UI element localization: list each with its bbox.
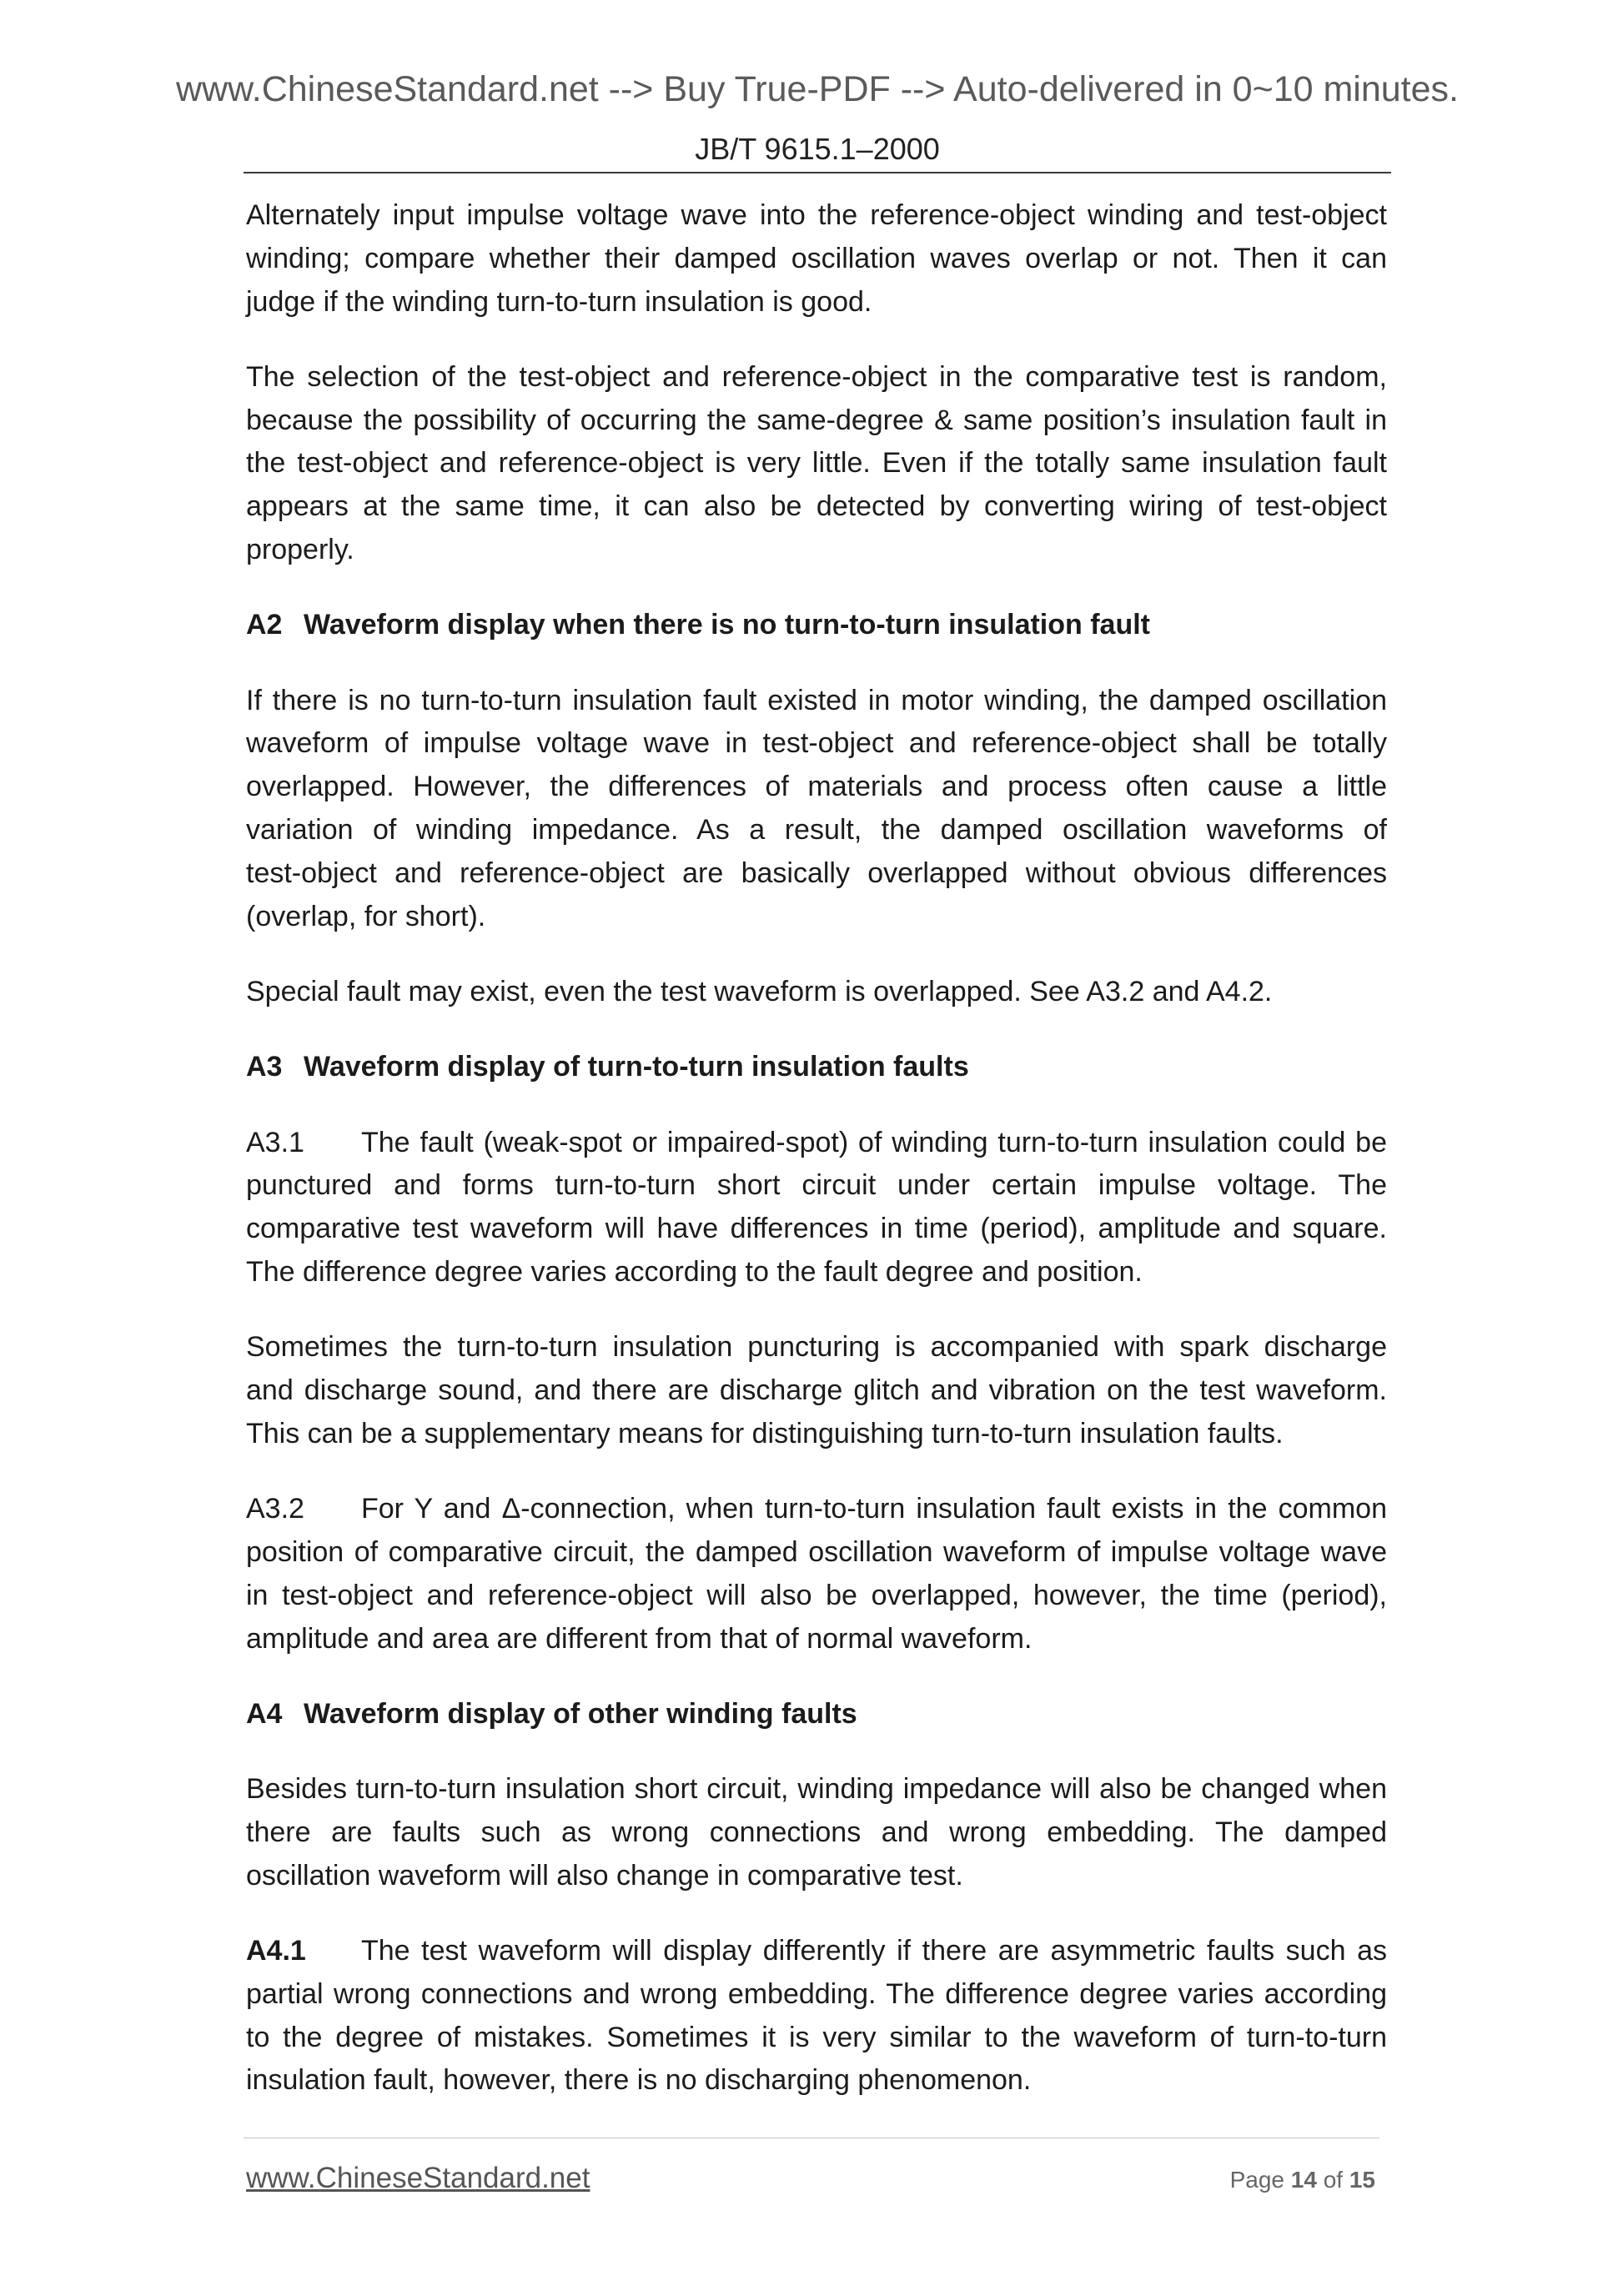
clause-first-line bbox=[246, 1930, 1387, 1973]
paragraph bbox=[246, 1768, 1387, 1897]
text-line: there are faults such as wrong connections and wrong embedding. The damped bbox=[246, 1816, 1387, 1848]
text-line: Sometimes the turn-to-turn insulation puncturing is accompanied with spark discharge bbox=[246, 1331, 1387, 1364]
page-footer bbox=[246, 2160, 1375, 2198]
clause bbox=[246, 1122, 1387, 1294]
current-page-number: 14 bbox=[1290, 2167, 1317, 2193]
text-line: The difference degree varies according to the fault degree and position. bbox=[246, 1255, 1143, 1288]
paragraph bbox=[246, 1326, 1387, 1455]
section-title: Waveform display of turn-to-turn insulation faults bbox=[304, 1051, 969, 1083]
text-line: comparative test waveform will have differences in time (period), amplitude and square. bbox=[246, 1213, 1387, 1245]
text-line: For Y and Δ-connection, when turn-to-turn insulation fault exists in the common bbox=[361, 1493, 1387, 1525]
section-title: Waveform display of other winding faults bbox=[304, 1697, 857, 1730]
text-line: judge if the winding turn-to-turn insulation is good. bbox=[246, 285, 872, 318]
section-number: A3 bbox=[246, 1051, 283, 1083]
text-line: waveform of impulse voltage wave in test-object and reference-object shall be totally bbox=[246, 727, 1387, 760]
page-indicator bbox=[1230, 2162, 1375, 2198]
text-line: The selection of the test-object and reference-object in the comparative test is random, bbox=[246, 360, 1387, 393]
section-number: A2 bbox=[246, 609, 283, 641]
text-line: punctured and forms turn-to-turn short circuit under certain impulse voltage. The bbox=[246, 1169, 1387, 1202]
header-divider bbox=[244, 172, 1391, 173]
text-line: position of comparative circuit, the damped oscillation waveform of impulse voltage wave bbox=[246, 1535, 1387, 1568]
text-line: and discharge sound, and there are discharge glitch and vibration on the test waveform. bbox=[246, 1374, 1387, 1407]
text-line: because the possibility of occurring the same-degree & same position’s insulation fault in bbox=[246, 404, 1387, 436]
text-line: insulation fault, however, there is no discharging phenomenon. bbox=[246, 2064, 1032, 2097]
text-line: The fault (weak-spot or impaired-spot) of winding turn-to-turn insulation could be bbox=[361, 1126, 1387, 1158]
section-heading bbox=[246, 1693, 1387, 1736]
text-line: variation of winding impedance. As a result, the damped oscillation waveforms of bbox=[246, 814, 1387, 847]
text-line: The test waveform will display differently if there are asymmetric faults such as bbox=[361, 1935, 1387, 1967]
text-line: Special fault may exist, even the test waveform is overlapped. See A3.2 and A4.2. bbox=[246, 975, 1273, 1007]
text-line: If there is no turn-to-turn insulation fault existed in motor winding, the damped oscillation bbox=[246, 684, 1387, 716]
text-line: overlapped. However, the differences of materials and process often cause a little bbox=[246, 771, 1387, 803]
text-line: amplitude and area are different from that of normal waveform. bbox=[246, 1622, 1033, 1655]
text-line: This can be a supplementary means for distinguishing turn-to-turn insulation faults. bbox=[246, 1417, 1284, 1449]
total-pages-number: 15 bbox=[1349, 2167, 1375, 2193]
document-body bbox=[246, 194, 1387, 2135]
clause-number: A3.1 bbox=[246, 1126, 304, 1158]
website-link[interactable]: www.ChineseStandard.net bbox=[246, 2162, 590, 2194]
section-heading bbox=[246, 1046, 1387, 1089]
document-code: JB/T 9615.1–2000 bbox=[695, 132, 940, 166]
section-heading bbox=[246, 604, 1387, 647]
text-line: in test-object and reference-object will also be overlapped, however, the time (period), bbox=[246, 1579, 1387, 1611]
paragraph bbox=[246, 194, 1387, 324]
text-line: winding; compare whether their damped oscillation waves overlap or not. Then it can bbox=[246, 242, 1387, 274]
promo-banner: www.ChineseStandard.net --> Buy True-PDF --> Auto-delivered in 0~10 minutes. bbox=[175, 69, 1459, 109]
clause bbox=[246, 1930, 1387, 2103]
text-line: (overlap, for short). bbox=[246, 900, 486, 932]
paragraph bbox=[246, 971, 1387, 1014]
page-of-label: of bbox=[1323, 2167, 1344, 2193]
clause-first-line bbox=[246, 1488, 1387, 1531]
text-line: test-object and reference-object are basically overlapped without obvious differences bbox=[246, 857, 1387, 889]
section-number: A4 bbox=[246, 1697, 283, 1730]
text-line: oscillation waveform will also change in comparative test. bbox=[246, 1859, 963, 1892]
text-line: Alternately input impulse voltage wave into the reference-object winding and test-object bbox=[246, 199, 1387, 231]
paragraph bbox=[246, 356, 1387, 572]
text-line: to the degree of mistakes. Sometimes it is very similar to the waveform of turn-to-turn bbox=[246, 2021, 1387, 2053]
text-line: Besides turn-to-turn insulation short circuit, winding impedance will also be changed when bbox=[246, 1773, 1387, 1806]
paragraph bbox=[246, 680, 1387, 939]
clause bbox=[246, 1488, 1387, 1660]
clause-number: A4.1 bbox=[246, 1935, 306, 1967]
clause-number: A3.2 bbox=[246, 1493, 304, 1525]
section-title: Waveform display when there is no turn-to-turn insulation fault bbox=[304, 609, 1151, 641]
clause-first-line bbox=[246, 1122, 1387, 1165]
text-line: the test-object and reference-object is very little. Even if the totally same insulation fault bbox=[246, 447, 1387, 480]
text-line: partial wrong connections and wrong embedding. The difference degree varies according bbox=[246, 1977, 1387, 2010]
text-line: appears at the same time, it can also be detected by converting wiring of test-object bbox=[246, 490, 1387, 523]
page-label: Page bbox=[1229, 2167, 1284, 2193]
text-line: properly. bbox=[246, 534, 354, 566]
